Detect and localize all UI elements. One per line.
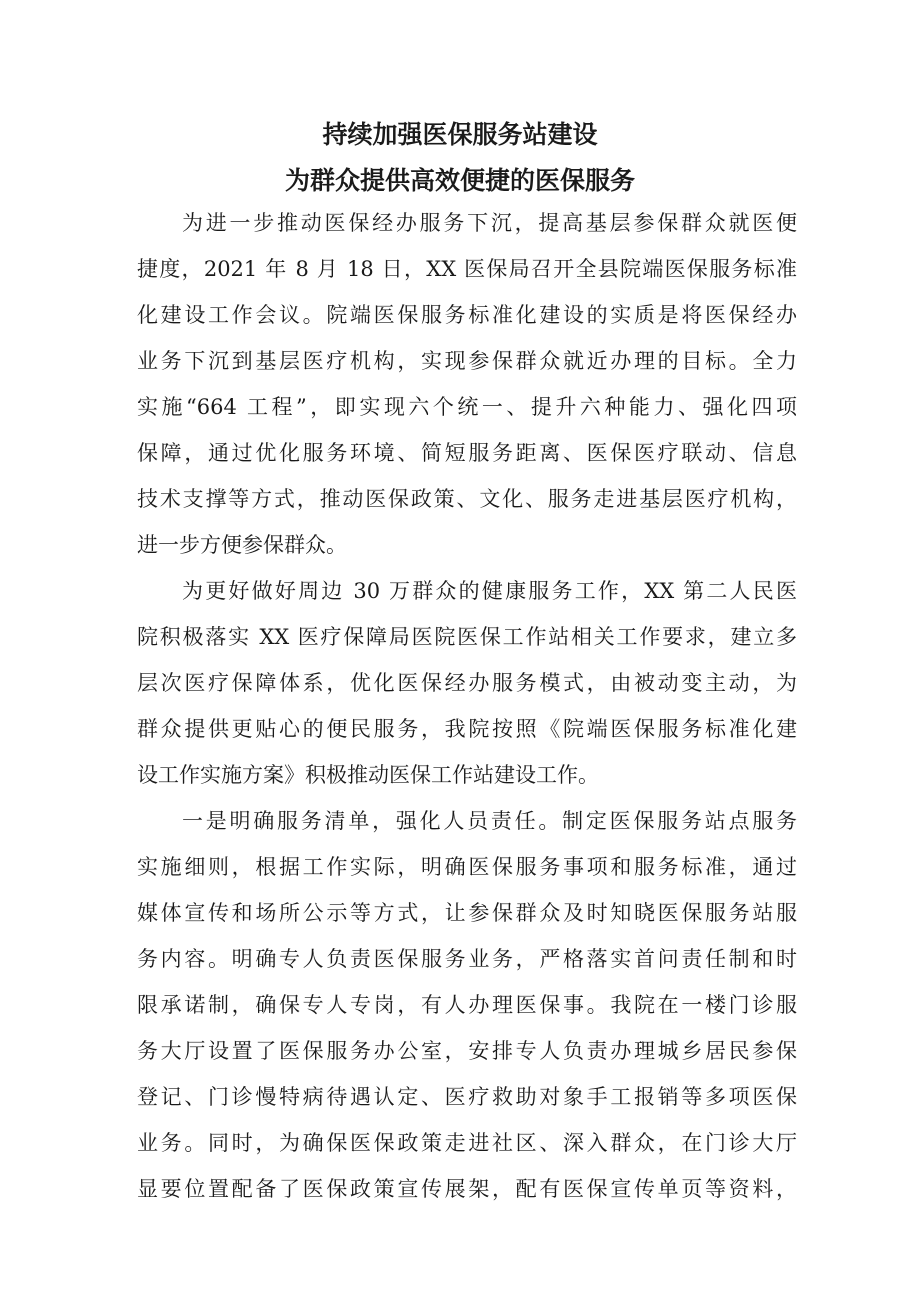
paragraph-line: 登记、门诊慢特病待遇认定、医疗救助对象手工报销等多项医保 xyxy=(137,1085,797,1109)
paragraph-line: 技术支撑等方式，推动医保政策、文化、服务走进基层医疗机构， xyxy=(137,487,797,511)
paragraph-line: 业务。同时，为确保医保政策走进社区、深入群众，在门诊大厅 xyxy=(137,1131,797,1155)
paragraph-line: 化建设工作会议。院端医保服务标准化建设的实质是将医保经办 xyxy=(137,303,797,327)
paragraph-line: 群众提供更贴心的便民服务，我院按照《院端医保服务标准化建 xyxy=(137,717,797,741)
paragraph-1 xyxy=(137,200,797,568)
paragraph-line: 层次医疗保障体系，优化医保经办服务模式，由被动变主动，为 xyxy=(137,671,797,695)
paragraph-line: 务大厅设置了医保服务办公室，安排专人负责办理城乡居民参保 xyxy=(137,1039,797,1063)
paragraph-line: 实施细则，根据工作实际，明确医保服务事项和服务标准，通过 xyxy=(137,855,797,879)
paragraph-3 xyxy=(137,798,797,1212)
paragraph-line: 媒体宣传和场所公示等方式，让参保群众及时知晓医保服务站服 xyxy=(137,901,797,925)
paragraph-line: 实施“664 工程”，即实现六个统一、提升六种能力、强化四项 xyxy=(137,395,797,419)
paragraph-line: 一是明确服务清单，强化人员责任。制定医保服务站点服务 xyxy=(182,809,797,833)
document-title xyxy=(0,112,920,204)
paragraph-line: 捷度，2021 年 8 月 18 日，XX 医保局召开全县院端医保服务标准 xyxy=(137,257,797,281)
title-line-1: 持续加强医保服务站建设 xyxy=(322,120,598,149)
paragraph-line: 设工作实施方案》积极推动医保工作站建设工作。 xyxy=(137,763,599,787)
paragraph-line: 显要位置配备了医保政策宣传展架，配有医保宣传单页等资料， xyxy=(137,1177,797,1201)
paragraph-line: 院积极落实 XX 医疗保障局医院医保工作站相关工作要求，建立多 xyxy=(137,625,797,649)
paragraph-line: 保障，通过优化服务环境、简短服务距离、医保医疗联动、信息 xyxy=(137,441,797,465)
paragraph-2 xyxy=(137,568,797,798)
paragraph-line: 务内容。明确专人负责医保服务业务，严格落实首问责任制和时 xyxy=(137,947,797,971)
paragraph-line: 为更好做好周边 30 万群众的健康服务工作，XX 第二人民医 xyxy=(182,579,797,603)
paragraph-line: 限承诺制，确保专人专岗，有人办理医保事。我院在一楼门诊服 xyxy=(137,993,797,1017)
paragraph-line: 进一步方便参保群众。 xyxy=(137,533,347,557)
title-line-2: 为群众提供高效便捷的医保服务 xyxy=(284,166,635,195)
paragraph-line: 业务下沉到基层医疗机构，实现参保群众就近办理的目标。全力 xyxy=(137,349,797,373)
document-body xyxy=(137,200,797,1212)
paragraph-line: 为进一步推动医保经办服务下沉，提高基层参保群众就医便 xyxy=(182,211,797,235)
